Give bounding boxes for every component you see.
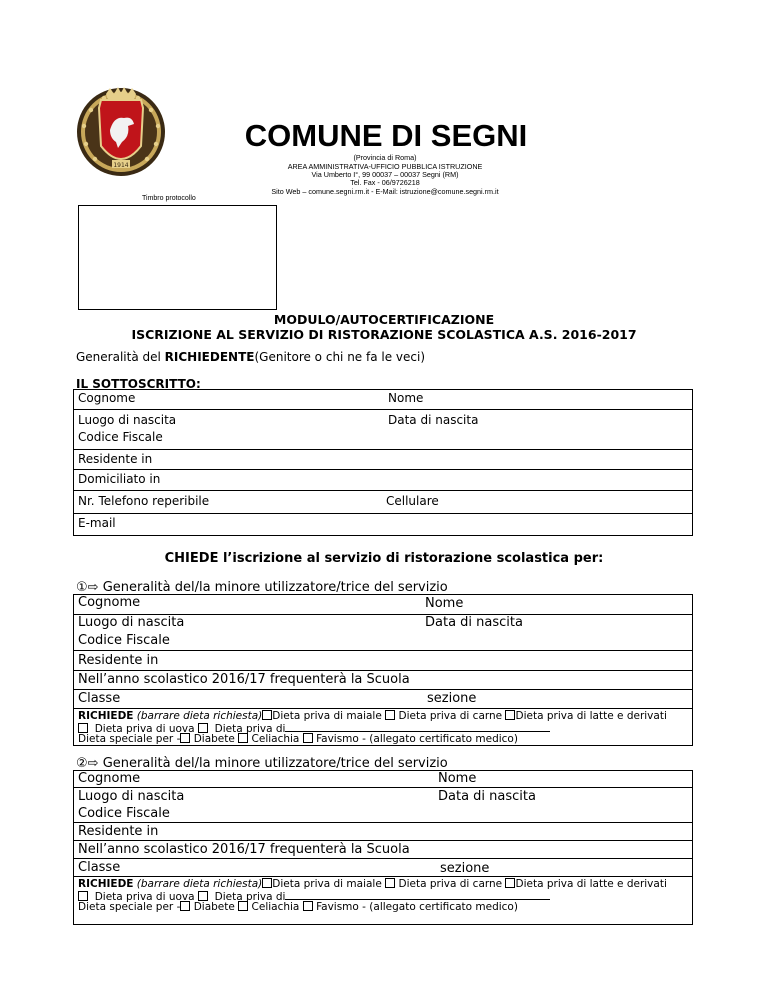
minore-1-heading: ①⇨ Generalità del/la minore utilizzatore/trice del servizio bbox=[76, 580, 448, 595]
diet-favismo-checkbox[interactable] bbox=[303, 733, 313, 743]
richiedente-telefono-label[interactable]: Nr. Telefono reperibile bbox=[78, 494, 210, 508]
minore-1-luogo-label[interactable]: Luogo di nascita bbox=[78, 615, 185, 630]
richiedente-residente-label[interactable]: Residente in bbox=[78, 452, 153, 466]
minore-2-diet-line-3: Dieta speciale per - Diabete Celiachia Favismo - (allegato certificato medico) bbox=[78, 901, 518, 913]
richiedente-cognome-label[interactable]: Cognome bbox=[78, 391, 136, 405]
minore-1-residente-label[interactable]: Residente in bbox=[78, 653, 159, 668]
chiede-heading: CHIEDE l’iscrizione al servizio di ristorazione scolastica per: bbox=[164, 551, 604, 566]
minore-1-scuola-label[interactable]: Nell’anno scolastico 2016/17 frequenterà la Scuola bbox=[78, 672, 410, 687]
diet-favismo-checkbox[interactable] bbox=[303, 901, 313, 911]
minore-1-diet-line-3: Dieta speciale per - Diabete Celiachia Favismo - (allegato certificato medico) bbox=[78, 733, 518, 745]
minore-2-nome-label[interactable]: Nome bbox=[438, 771, 477, 786]
diet-celiachia-checkbox[interactable] bbox=[238, 901, 248, 911]
diet-carne-checkbox[interactable] bbox=[385, 878, 395, 888]
minore-2-luogo-label[interactable]: Luogo di nascita bbox=[78, 789, 185, 804]
minore-2-data-label[interactable]: Data di nascita bbox=[438, 789, 536, 804]
sottoscritto-heading: IL SOTTOSCRITTO: bbox=[76, 377, 201, 391]
richiedente-intro: Generalità del RICHIEDENTE(Genitore o chi ne fa le veci) bbox=[76, 350, 426, 364]
diet-priva-field[interactable] bbox=[285, 722, 550, 732]
richiedente-data-label[interactable]: Data di nascita bbox=[388, 413, 479, 427]
minore-2-heading: ②⇨ Generalità del/la minore utilizzatore/trice del servizio bbox=[76, 756, 448, 771]
minore-2-diet-line-1: RICHIEDE (barrare dieta richiesta) Dieta priva di maiale Dieta priva di carne Dieta priva di latte e derivati bbox=[78, 878, 667, 890]
minore-1-diet-line-1: RICHIEDE (barrare dieta richiesta) Dieta priva di maiale Dieta priva di carne Dieta priva di latte e derivati bbox=[78, 710, 667, 722]
diet-uova-checkbox[interactable] bbox=[78, 891, 88, 901]
minore-2-residente-label[interactable]: Residente in bbox=[78, 824, 159, 839]
minore-1-cognome-label[interactable]: Cognome bbox=[78, 595, 141, 610]
richiedente-email-label[interactable]: E-mail bbox=[78, 516, 116, 530]
module-subtitle: ISCRIZIONE AL SERVIZIO DI RISTORAZIONE SCOLASTICA A.S. 2016-2017 bbox=[131, 327, 637, 342]
diet-uova-checkbox[interactable] bbox=[78, 723, 88, 733]
diet-celiachia-checkbox[interactable] bbox=[238, 733, 248, 743]
minore-1-nome-label[interactable]: Nome bbox=[425, 596, 464, 611]
richiedente-luogo-label[interactable]: Luogo di nascita bbox=[78, 413, 177, 427]
minore-2-cf-label[interactable]: Codice Fiscale bbox=[78, 806, 170, 821]
minore-1-classe-label[interactable]: Classe bbox=[78, 691, 121, 706]
header-line-area: AREA AMMINISTRATIVA-UFFICIO PUBBLICA ISTRUZIONE bbox=[287, 162, 483, 171]
minore-1-cf-label[interactable]: Codice Fiscale bbox=[78, 633, 170, 648]
stamp-label: Timbro protocollo bbox=[142, 195, 196, 202]
header-line-provincia: (Provincia di Roma) bbox=[353, 153, 417, 162]
minore-1-data-label[interactable]: Data di nascita bbox=[425, 615, 523, 630]
minore-1-diet-line-2: Dieta priva di uova Dieta priva di bbox=[78, 722, 550, 735]
richiedente-cf-label[interactable]: Codice Fiscale bbox=[78, 430, 163, 444]
comune-title: COMUNE DI SEGNI bbox=[244, 118, 528, 153]
richiedente-nome-label[interactable]: Nome bbox=[388, 391, 424, 405]
diet-priva-checkbox[interactable] bbox=[198, 891, 208, 901]
diet-maiale-checkbox[interactable] bbox=[262, 878, 272, 888]
header-line-web: Sito Web – comune.segni.rm.it - E-Mail: istruzione@comune.segni.rm.it bbox=[271, 187, 499, 196]
richiedente-domiciliato-label[interactable]: Domiciliato in bbox=[78, 472, 161, 486]
logo-year: 1914 bbox=[113, 162, 129, 169]
module-title: MODULO/AUTOCERTIFICAZIONE bbox=[273, 312, 495, 327]
stamp-box bbox=[78, 205, 277, 310]
diet-diabete-checkbox[interactable] bbox=[180, 901, 190, 911]
minore-2-classe-label[interactable]: Classe bbox=[78, 860, 121, 875]
diet-diabete-checkbox[interactable] bbox=[180, 733, 190, 743]
diet-priva-field[interactable] bbox=[285, 890, 550, 900]
richiedente-cellulare-label[interactable]: Cellulare bbox=[386, 494, 439, 508]
diet-latte-checkbox[interactable] bbox=[505, 710, 515, 720]
diet-latte-checkbox[interactable] bbox=[505, 878, 515, 888]
minore-2-diet-line-2: Dieta priva di uova Dieta priva di bbox=[78, 890, 550, 903]
diet-maiale-checkbox[interactable] bbox=[262, 710, 272, 720]
header-line-tel: Tel. Fax - 06/9726218 bbox=[350, 178, 420, 187]
minore-2-cognome-label[interactable]: Cognome bbox=[78, 771, 141, 786]
diet-carne-checkbox[interactable] bbox=[385, 710, 395, 720]
minore-2-scuola-label[interactable]: Nell’anno scolastico 2016/17 frequenterà la Scuola bbox=[78, 842, 410, 857]
header-line-address: Via Umberto I°, 99 00037 – 00037 Segni (RM) bbox=[311, 170, 459, 179]
diet-priva-checkbox[interactable] bbox=[198, 723, 208, 733]
minore-2-sezione-label[interactable]: sezione bbox=[440, 861, 490, 876]
minore-1-sezione-label[interactable]: sezione bbox=[427, 691, 477, 706]
